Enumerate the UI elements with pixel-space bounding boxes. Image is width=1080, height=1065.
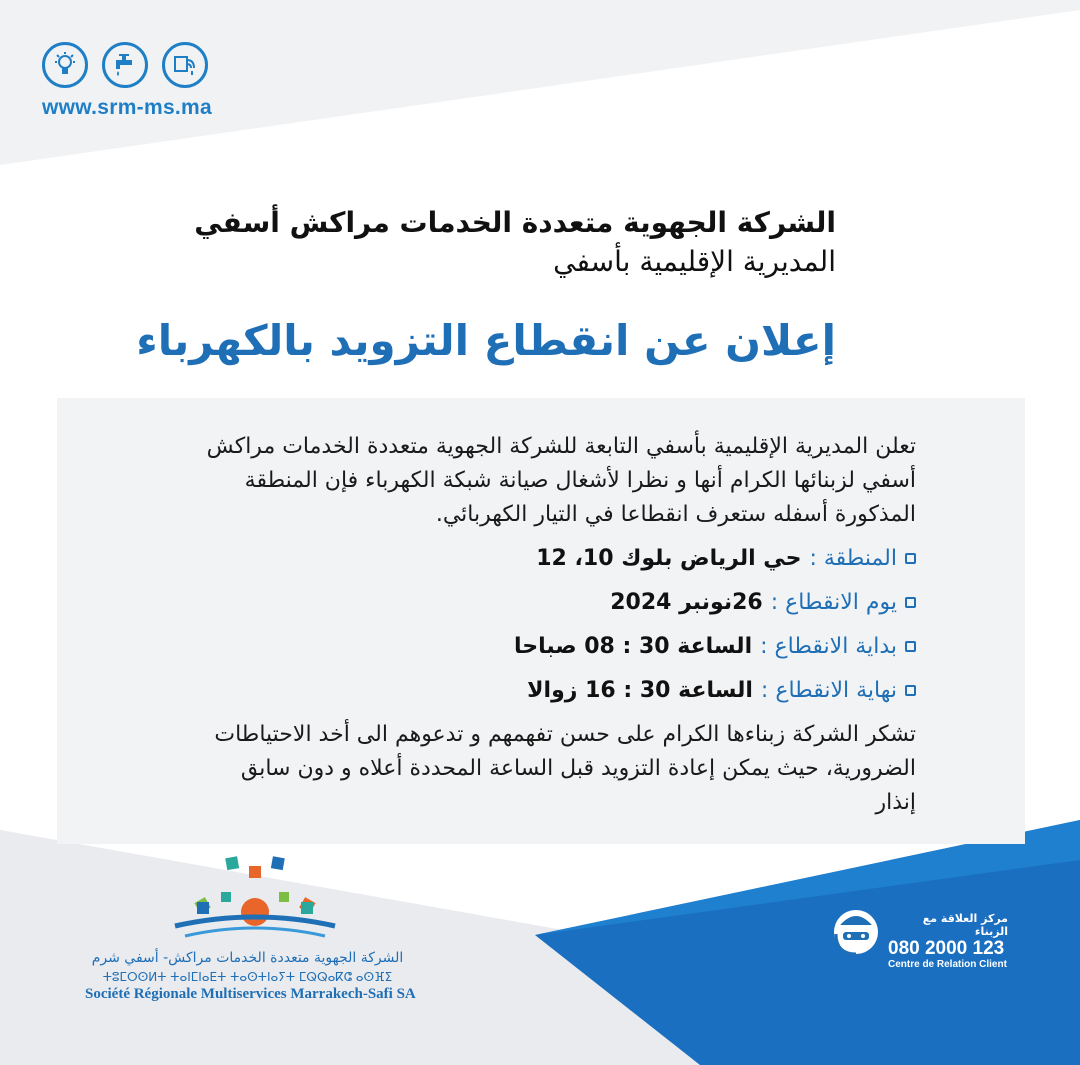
contact-center[interactable] xyxy=(826,898,1026,968)
checkbox-bullet-icon xyxy=(905,685,916,696)
detail-value: الساعة 30 : 16 زوالا xyxy=(527,678,753,703)
company-name: الشركة الجهوية متعددة الخدمات مراكش أسفي xyxy=(194,206,836,239)
detail-value: 26نونبر 2024 xyxy=(610,590,763,615)
service-icons xyxy=(42,42,208,88)
contact-center-text xyxy=(888,912,1008,970)
contact-center-arabic: مركز العلاقة مع الزبناء xyxy=(922,912,1008,938)
customer-service-agent-icon xyxy=(826,900,886,960)
detail-label: نهاية الانقطاع : xyxy=(760,678,897,703)
sewer-pipe-icon xyxy=(162,42,208,88)
logo-french-text: Société Régionale Multiservices Marrakech-Safi SA xyxy=(85,986,416,1002)
announcement-title: إعلان عن انقطاع التزويد بالكهرباء xyxy=(136,316,836,365)
detail-value: حي الرياض بلوك 10، 12 xyxy=(536,546,802,571)
announcement-closing: تشكر الشركة زبناءها الكرام على حسن تفهمهم و تدعوهم الى أخد الاحتياطات الضرورية، حيث يمكن إعادة التزويد قبل الساعة المحددة أعلاه و دون سابق إنذار xyxy=(214,722,916,815)
detail-start-time xyxy=(514,634,916,659)
contact-center-number[interactable]: 080 2000 123 xyxy=(888,938,1005,959)
announcement-intro: تعلن المديرية الإقليمية بأسفي التابعة للشركة الجهوية متعددة الخدمات مراكش أسفي لزبنائها الكرام أنها و نظرا لأشغال صيانة شبكة الكهرباء فإن المنطقة المذكورة أسفله ستعرف انقطاعا في التيار الكهربائي. xyxy=(206,434,916,527)
water-tap-icon xyxy=(102,42,148,88)
detail-end-time xyxy=(527,678,916,703)
checkbox-bullet-icon xyxy=(905,553,916,564)
lightbulb-icon xyxy=(42,42,88,88)
logo-tifinagh-text: ⵜⵓⵎⵔⵙⵍⵜ ⵜⴰⵏⵎⵏⴰⴹⵜ ⵜⴰⵙⵜⵏⴰⵢⵜ ⵎⵕⵕⴰⴽⵛ ⴰⵙⴼⵉ xyxy=(102,970,393,984)
checkbox-bullet-icon xyxy=(905,597,916,608)
detail-value: الساعة 30 : 08 صباحا xyxy=(513,634,753,659)
logo-arabic-text: الشركة الجهوية متعددة الخدمات مراكش- أسفي شرم xyxy=(91,950,404,966)
detail-area xyxy=(536,546,916,571)
detail-label: المنطقة : xyxy=(809,546,897,571)
contact-center-french: Centre de Relation Client xyxy=(888,959,1007,970)
directorate-name: المديرية الإقليمية بأسفي xyxy=(553,245,836,278)
detail-label: بداية الانقطاع : xyxy=(760,634,897,659)
website-link[interactable]: www.srm-ms.ma xyxy=(42,96,213,119)
detail-date xyxy=(610,590,916,615)
detail-label: يوم الانقطاع : xyxy=(770,590,897,615)
checkbox-bullet-icon xyxy=(905,641,916,652)
title-block xyxy=(194,206,836,278)
